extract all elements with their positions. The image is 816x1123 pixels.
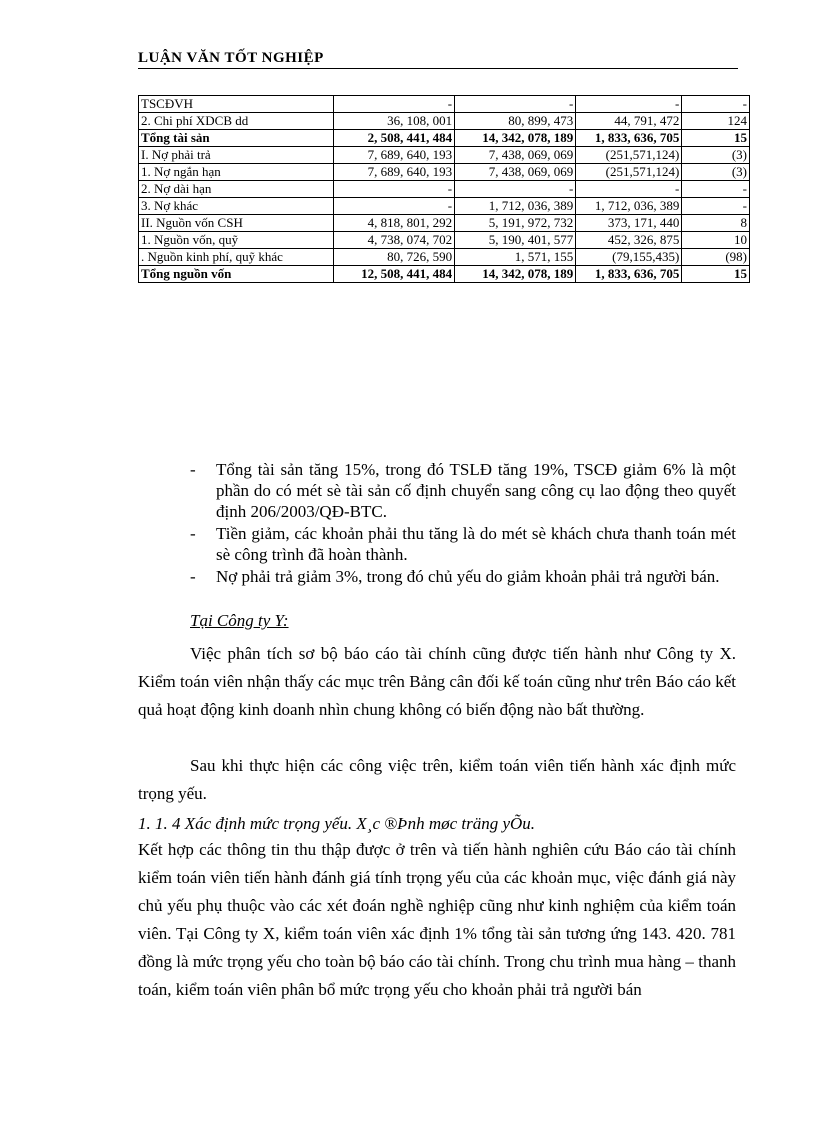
table-row <box>139 147 750 164</box>
table-cell-c1: 7, 689, 640, 193 <box>333 164 454 181</box>
section-heading: 1. 1. 4 Xác định mức trọng yếu. X¸c ®Þnh møc träng yÕu. <box>138 814 536 833</box>
table-row <box>139 164 750 181</box>
table-cell-c1: 80, 726, 590 <box>333 249 454 266</box>
table-cell-c1: 12, 508, 441, 484 <box>333 266 454 283</box>
table-cell-label: TSCĐVH <box>139 96 334 113</box>
table-cell-c1: 4, 738, 074, 702 <box>333 232 454 249</box>
table-cell-c3: (79,155,435) <box>576 249 682 266</box>
table-cell-c4: - <box>682 181 750 198</box>
table-cell-c4: (3) <box>682 147 750 164</box>
table-cell-c2: 14, 342, 078, 189 <box>455 130 576 147</box>
bullet-list <box>190 459 736 588</box>
table-cell-c3: 1, 833, 636, 705 <box>576 266 682 283</box>
bullet-dash: - <box>190 567 196 586</box>
table-cell-label: 1. Nguồn vốn, quỹ <box>139 232 334 249</box>
bullet-item: - Tiền giảm, các khoản phải thu tăng là do mét sè khách chưa thanh toán mét sè công trình đã hoàn thành. <box>190 524 736 564</box>
bullet-dash: - <box>190 460 196 479</box>
table-cell-c4: - <box>682 198 750 215</box>
table-cell-label: 2. Nợ dài hạn <box>139 181 334 198</box>
table-row <box>139 181 750 198</box>
table-cell-c2: 5, 191, 972, 732 <box>455 215 576 232</box>
table-cell-label: 2. Chi phí XDCB dd <box>139 113 334 130</box>
table-row <box>139 232 750 249</box>
financial-table <box>138 95 750 283</box>
table-row <box>139 249 750 266</box>
table-row <box>139 113 750 130</box>
table-cell-c3: (251,571,124) <box>576 164 682 181</box>
bullet-item: - Tổng tài sản tăng 15%, trong đó TSLĐ tăng 19%, TSCĐ giảm 6% là một phần do có mét sè tài sản cố định chuyển sang công cụ lao động theo quyết định 206/2003/QĐ-BTC. <box>190 460 736 521</box>
bullet-dash: - <box>190 524 196 543</box>
table-cell-c1: - <box>333 198 454 215</box>
table-cell-c4: 15 <box>682 266 750 283</box>
table-cell-c4: 124 <box>682 113 750 130</box>
table-cell-c3: (251,571,124) <box>576 147 682 164</box>
table-cell-c2: 14, 342, 078, 189 <box>455 266 576 283</box>
table-row <box>139 96 750 113</box>
table-cell-label: . Nguồn kinh phí, quỹ khác <box>139 249 334 266</box>
table-cell-label: II. Nguồn vốn CSH <box>139 215 334 232</box>
table-cell-c3: 44, 791, 472 <box>576 113 682 130</box>
paragraph-3: Kết hợp các thông tin thu thập được ở trên và tiến hành nghiên cứu Báo cáo tài chính kiểm toán viên tiến hành đánh giá tính trọng yếu của các khoản mục, việc đánh giá này chủ yếu phụ thuộc vào các xét đoán nghề nghiệp cũng như kinh nghiệm của kiểm toán viên. Tại Công ty X, kiểm toán viên xác định 1% tổng tài sản tương ứng 143. 420. 781 đồng là mức trọng yếu cho toàn bộ báo cáo tài chính. Trong chu trình mua hàng – thanh toán, kiểm toán viên phân bổ mức trọng yếu cho khoản phải trả người bán <box>138 840 736 999</box>
table-cell-c2: 7, 438, 069, 069 <box>455 164 576 181</box>
table-cell-c1: 2, 508, 441, 484 <box>333 130 454 147</box>
table-cell-c3: - <box>576 181 682 198</box>
table-row <box>139 198 750 215</box>
table-cell-label: 1. Nợ ngắn hạn <box>139 164 334 181</box>
table-cell-c3: - <box>576 96 682 113</box>
table-cell-c4: 8 <box>682 215 750 232</box>
table-cell-c2: 1, 712, 036, 389 <box>455 198 576 215</box>
table-cell-label: Tổng tài sản <box>139 130 334 147</box>
page-header: LUẬN VĂN TỐT NGHIỆP <box>138 50 738 69</box>
bullet-item: - Nợ phải trả giảm 3%, trong đó chủ yếu do giảm khoản phải trả người bán. <box>190 567 720 586</box>
table-cell-label: 3. Nợ khác <box>139 198 334 215</box>
table-cell-c4: 15 <box>682 130 750 147</box>
table-row <box>139 130 750 147</box>
table-cell-c1: - <box>333 181 454 198</box>
table-cell-c2: 5, 190, 401, 577 <box>455 232 576 249</box>
table-cell-label: I. Nợ phải trả <box>139 147 334 164</box>
table-cell-c1: 7, 689, 640, 193 <box>333 147 454 164</box>
table-row <box>139 215 750 232</box>
paragraph-1: Việc phân tích sơ bộ báo cáo tài chính cũng được tiến hành như Công ty X. Kiểm toán viên nhận thấy các mục trên Bảng cân đối kế toán cũng như trên Báo cáo kết quả hoạt động kinh doanh nhìn chung không có biến động nào bất thường. <box>138 644 736 719</box>
table-cell-c4: (3) <box>682 164 750 181</box>
table-cell-c4: 10 <box>682 232 750 249</box>
table-cell-c4: - <box>682 96 750 113</box>
table-cell-label: Tổng nguồn vốn <box>139 266 334 283</box>
table-cell-c3: 1, 833, 636, 705 <box>576 130 682 147</box>
table-cell-c2: 80, 899, 473 <box>455 113 576 130</box>
table-cell-c1: 36, 108, 001 <box>333 113 454 130</box>
table-cell-c2: 7, 438, 069, 069 <box>455 147 576 164</box>
company-y-subtitle: Tại Công ty Y: <box>190 611 289 630</box>
table-cell-c1: - <box>333 96 454 113</box>
table-cell-c4: (98) <box>682 249 750 266</box>
paragraph-2: Sau khi thực hiện các công việc trên, kiểm toán viên tiến hành xác định mức trọng yếu. <box>138 756 736 803</box>
table-cell-c2: 1, 571, 155 <box>455 249 576 266</box>
table-cell-c2: - <box>455 181 576 198</box>
table-cell-c2: - <box>455 96 576 113</box>
table-cell-c3: 452, 326, 875 <box>576 232 682 249</box>
table-row <box>139 266 750 283</box>
table-cell-c3: 1, 712, 036, 389 <box>576 198 682 215</box>
table-cell-c3: 373, 171, 440 <box>576 215 682 232</box>
table-cell-c1: 4, 818, 801, 292 <box>333 215 454 232</box>
